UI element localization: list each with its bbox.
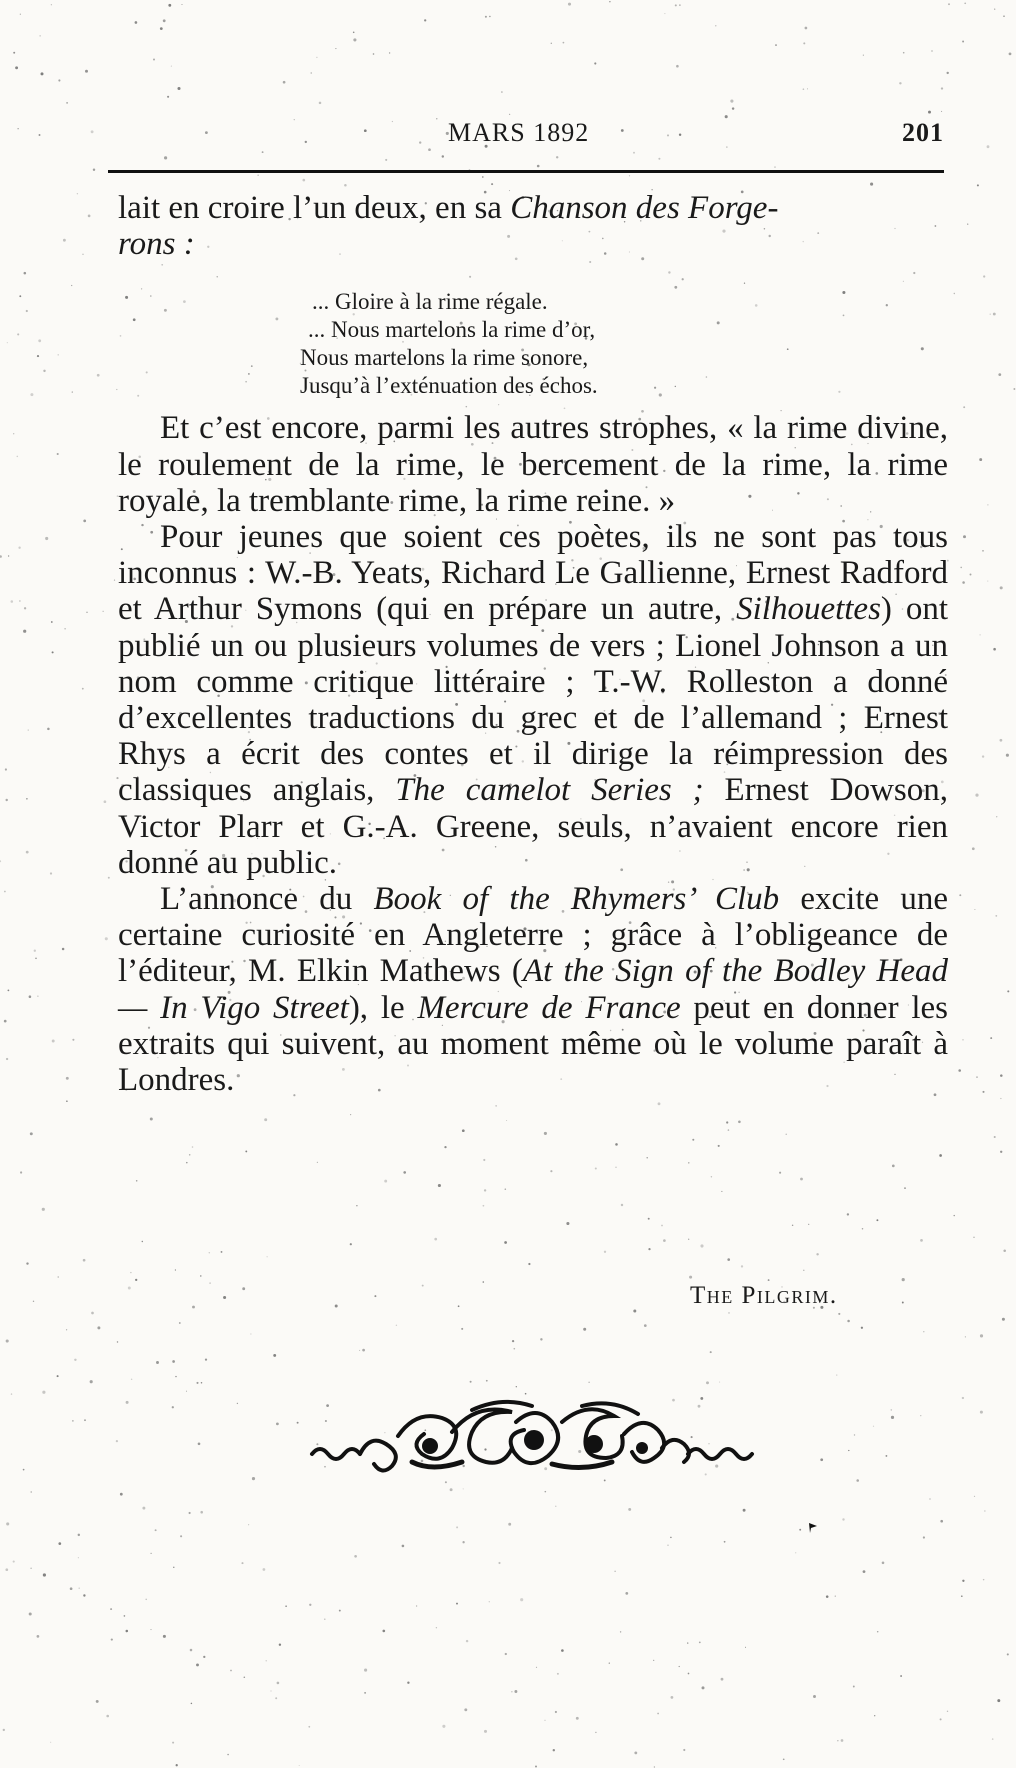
printer-mark-icon — [808, 1522, 818, 1534]
verse-quote — [300, 288, 820, 400]
header-title: MARS 1892 — [448, 118, 590, 147]
paragraph-rime: Et c’est encore, parmi les autres strophes, « la rime divine, le roulement de la rime, le bercement de la rime, la rime royale, la tremblante rime, la rime reine. » — [118, 410, 948, 519]
running-header — [108, 118, 944, 158]
verse-line: ... Nous martelons la rime d’or, — [308, 317, 596, 342]
verse-line: Nous martelons la rime sonore, — [300, 345, 589, 370]
opening-line: lait en croire l’un deux, en sa Chanson des Forge- rons : — [118, 190, 779, 263]
song-title-continued: rons : — [118, 226, 195, 263]
verse-line: ... Gloire à la rime régale. — [312, 289, 548, 314]
page-number: 201 — [902, 118, 944, 147]
song-title: Chanson des Forge- — [510, 190, 779, 226]
header-rule — [108, 170, 944, 173]
verse-line: Jusqu’à l’exténuation des échos. — [300, 373, 598, 398]
author-signature: The Pilgrim. — [690, 1282, 838, 1309]
paragraph-poets: Pour jeunes que soient ces poètes, ils ne sont pas tous inconnus : W.-B. Yeats, Richard Le Gallienne, Ernest Radford et Arthur Symons (qui en prépare un autre, Silhouettes) ont publié un ou plusieurs volumes de vers ; Lionel Johnson a un nom comme critique littéraire ; T.-W. Rolleston a donné d’excellentes traductions du grec et de l’allemand ; Ernest Rhys a écrit des contes et il dirige la réimpression des classiques anglais, The camelot Series ; Ernest Dowson, Victor Plarr et G.-A. Greene, seuls, n’avaient encore rien donné au public. — [118, 519, 948, 881]
scroll-ornament-icon — [302, 1392, 802, 1482]
paragraph-announcement: L’annonce du Book of the Rhymers’ Club excite une certaine curiosité en Angleterre ; grâce à l’obligeance de l’éditeur, M. Elkin Mathews (At the Sign of the Bodley Head — In Vigo Street), le Mercure de France peut en donner les extraits qui suivent, au moment même où le volume paraît à Londres. — [118, 881, 948, 1099]
